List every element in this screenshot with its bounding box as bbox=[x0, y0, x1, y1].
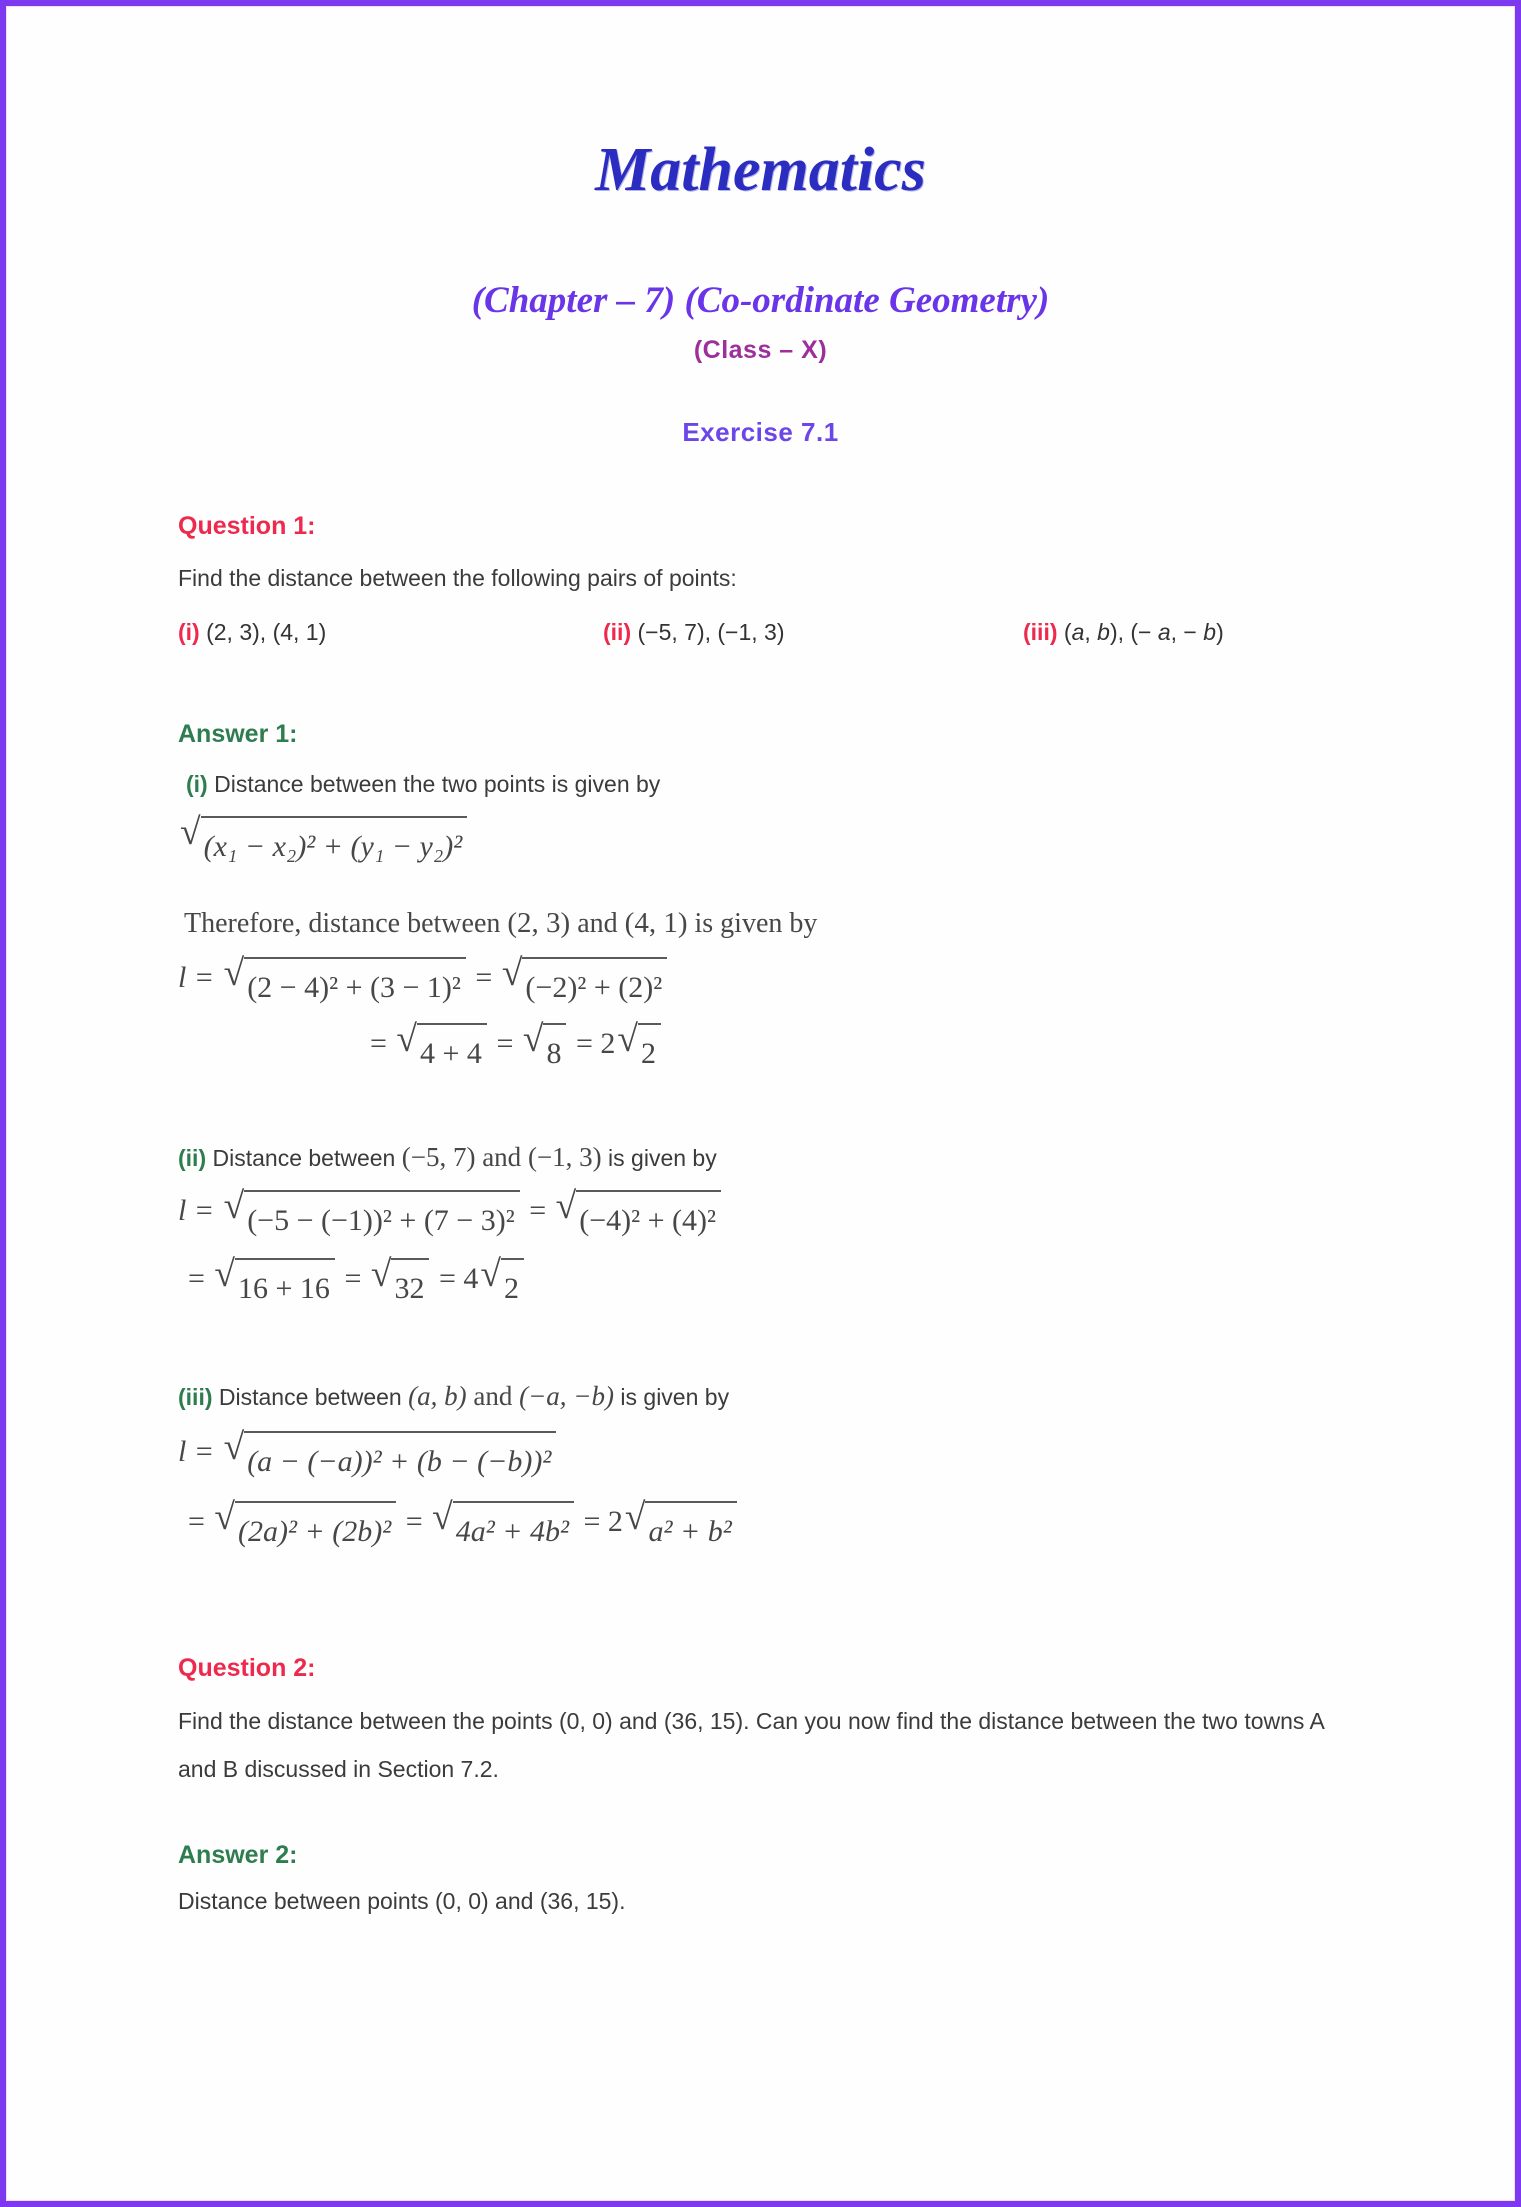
option-iii-text: , − bbox=[1170, 618, 1204, 645]
equation-text: = bbox=[467, 960, 500, 994]
square-root bbox=[556, 1190, 721, 1247]
radicand: √ 8 bbox=[543, 1023, 566, 1080]
therefore-text: is given by bbox=[687, 907, 818, 939]
option-iii-text: ), (− bbox=[1109, 618, 1158, 645]
equation-text: l = bbox=[178, 1434, 222, 1468]
part-iii-label: (iii) bbox=[178, 1383, 213, 1410]
chapter-subtitle: (Chapter – 7) (Co-ordinate Geometry) bbox=[471, 280, 1050, 321]
radicand: √ (2 − 4)² + (3 − 1)² bbox=[244, 957, 466, 1014]
square-root bbox=[224, 1190, 520, 1247]
answer-1-part-iii-intro bbox=[178, 1379, 1343, 1414]
square-root bbox=[432, 1501, 574, 1558]
therefore-line bbox=[178, 903, 1343, 944]
and-text: and bbox=[466, 1380, 520, 1411]
square-root bbox=[625, 1501, 737, 1558]
question-1-options bbox=[178, 619, 1343, 646]
square-root bbox=[480, 1258, 524, 1315]
point-1: (a, b) bbox=[408, 1380, 467, 1411]
part-ii-intro-text: is given by bbox=[608, 1144, 717, 1171]
equation-text: = bbox=[188, 1261, 213, 1295]
part-i-intro-text: Distance between the two points is given by bbox=[214, 770, 661, 797]
part-iii-intro-text: Distance between bbox=[218, 1383, 409, 1410]
therefore-text: Therefore, distance between bbox=[184, 907, 508, 939]
part-i-label: (i) bbox=[186, 770, 208, 797]
equation-text: = 2 bbox=[568, 1026, 616, 1060]
point-1: (−5, 7) bbox=[401, 1141, 476, 1172]
exercise-heading: Exercise 7.1 bbox=[682, 416, 839, 447]
equation-text: = 2 bbox=[575, 1504, 623, 1538]
radicand: √ 2 bbox=[501, 1258, 524, 1315]
distance-formula bbox=[178, 811, 1343, 873]
question-2-heading: Question 2: bbox=[178, 1653, 316, 1682]
square-root bbox=[224, 957, 466, 1014]
radicand: √ 2 bbox=[638, 1023, 661, 1080]
equation-iii-1 bbox=[178, 1426, 1343, 1488]
question-2-text: Find the distance between the points (0, 0) and (36, 15). Can you now find the distance between the two towns A and B discussed in Section 7.2. bbox=[178, 1707, 1324, 1782]
equation-i-1 bbox=[178, 952, 1343, 1014]
square-root bbox=[371, 1258, 430, 1315]
square-root bbox=[523, 1023, 567, 1080]
var-a: a bbox=[1157, 618, 1171, 645]
option-iii-text: ( bbox=[1063, 618, 1072, 645]
square-root bbox=[502, 957, 667, 1014]
radicand: √ a² + b² bbox=[645, 1501, 736, 1558]
radicand: √ (2a)² + (2b)² bbox=[235, 1501, 396, 1558]
question-1-prompt: Find the distance between the following pairs of points: bbox=[178, 564, 737, 591]
option-i bbox=[178, 619, 603, 646]
option-ii-label: (ii) bbox=[603, 618, 632, 645]
point-2: (−a, −b) bbox=[519, 1380, 615, 1411]
equation-text: l = bbox=[178, 1193, 222, 1227]
radicand: √ (a − (−a))² + (b − (−b))² bbox=[244, 1431, 556, 1488]
answer-1-heading: Answer 1: bbox=[178, 719, 298, 748]
equation-text: = bbox=[336, 1261, 369, 1295]
point-1: (2, 3) bbox=[507, 906, 571, 939]
class-line: (Class – X) bbox=[693, 335, 828, 364]
option-ii-value: (−5, 7), (−1, 3) bbox=[637, 618, 785, 645]
equation-iii-2 bbox=[188, 1496, 1343, 1558]
radicand: √ (−5 − (−1))² + (7 − 3)² bbox=[244, 1190, 520, 1247]
square-root bbox=[214, 1501, 396, 1558]
radicand: √ 4a² + 4b² bbox=[453, 1501, 574, 1558]
equation-i-2 bbox=[370, 1018, 1343, 1080]
part-ii-intro-text: Distance between bbox=[212, 1144, 402, 1171]
answer-2-heading: Answer 2: bbox=[178, 1840, 298, 1869]
answer-2-text: Distance between points (0, 0) and (36, 15). bbox=[178, 1887, 626, 1914]
and-text: and bbox=[475, 1141, 528, 1172]
equation-text: = bbox=[370, 1026, 395, 1060]
square-root bbox=[180, 816, 467, 873]
option-i-label: (i) bbox=[178, 618, 200, 645]
radicand: √ (−2)² + (2)² bbox=[522, 957, 667, 1014]
option-iii-text: , bbox=[1084, 618, 1098, 645]
equation-text: l = bbox=[178, 960, 222, 994]
point-2: (−1, 3) bbox=[527, 1141, 602, 1172]
radicand: √ (x₁ − x₂)² + (y₁ − y₂)² bbox=[201, 816, 468, 873]
var-b: b bbox=[1203, 618, 1217, 645]
equation-text: = 4 bbox=[431, 1261, 479, 1295]
part-ii-label: (ii) bbox=[178, 1144, 207, 1171]
option-i-value: (2, 3), (4, 1) bbox=[206, 618, 327, 645]
square-root bbox=[224, 1431, 557, 1488]
question-1-heading: Question 1: bbox=[178, 511, 316, 540]
therefore-text: and bbox=[570, 907, 625, 939]
answer-1-part-i-intro bbox=[178, 767, 1343, 801]
point-2: (4, 1) bbox=[624, 906, 688, 939]
radicand: √ 4 + 4 bbox=[417, 1023, 487, 1080]
var-a: a bbox=[1071, 618, 1085, 645]
equation-ii-2 bbox=[188, 1253, 1343, 1315]
option-ii bbox=[603, 619, 1023, 646]
page-title: Mathematics bbox=[595, 136, 926, 204]
option-iii bbox=[1023, 619, 1343, 646]
equation-text: = bbox=[398, 1504, 431, 1538]
radicand: √ 32 bbox=[391, 1258, 429, 1315]
option-iii-text: ) bbox=[1216, 618, 1224, 645]
square-root bbox=[617, 1023, 661, 1080]
square-root bbox=[396, 1023, 487, 1080]
equation-text: = bbox=[188, 1504, 213, 1538]
option-iii-label: (iii) bbox=[1023, 618, 1058, 645]
radicand: √ 16 + 16 bbox=[235, 1258, 335, 1315]
equation-text: = bbox=[521, 1193, 554, 1227]
equation-ii-1 bbox=[178, 1185, 1343, 1247]
square-root bbox=[214, 1258, 335, 1315]
page-content bbox=[6, 136, 1515, 1918]
radicand: √ (−4)² + (4)² bbox=[576, 1190, 721, 1247]
equation-text: = bbox=[488, 1026, 521, 1060]
var-b: b bbox=[1097, 618, 1110, 645]
answer-1-part-ii-intro bbox=[178, 1140, 1343, 1175]
part-iii-intro-text: is given by bbox=[620, 1383, 730, 1410]
option-iii-value bbox=[1064, 619, 1224, 645]
